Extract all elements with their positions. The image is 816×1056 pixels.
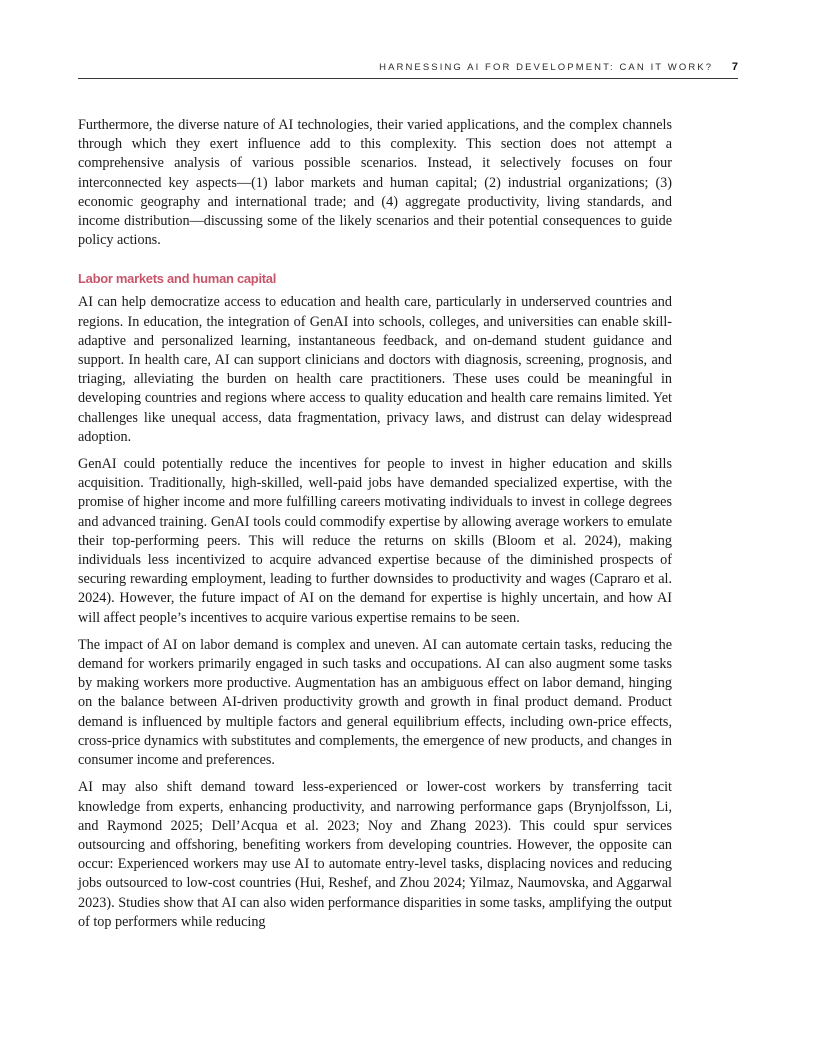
- body-paragraph-labor-demand: The impact of AI on labor demand is complex and uneven. AI can automate certain tasks, reducing the demand for workers primarily engaged in such tasks and occupations. AI can also augment some tasks by making workers more productive. Augmentation has an ambiguous effect on labor demand, hinging on the balance between AI-driven productivity growth and growth in final product demand. Product demand is influenced by multiple factors and general equilibrium effects, including own-price effects, cross-price dynamics with substitutes and complements, the emergence of new products, and changes in consumer income and preferences.: [78, 636, 672, 769]
- page-number: 7: [731, 61, 738, 73]
- section-heading: Labor markets and human capital: [78, 271, 277, 287]
- body-paragraph-education-health: AI can help democratize access to education and health care, particularly in underserved countries and regions. In education, the integration of GenAI into schools, colleges, and universities can enable skill-adaptive and personalized learning, instantaneous feedback, and on-demand student guidance and support. In health care, AI can support clinicians and doctors with diagnosis, screening, prognosis, and triaging, alleviating the burden on health care practitioners. These uses could be meaningful in developing countries and regions where access to quality education and health care remains limited. Yet challenges like unequal access, data fragmentation, privacy laws, and distrust can delay widespread adoption.: [78, 294, 672, 445]
- header-divider: [78, 78, 738, 79]
- body-paragraph-genai-skills: GenAI could potentially reduce the incentives for people to invest in higher education and skills acquisition. Traditionally, high-skilled, well-paid jobs have demanded specialized expertise, with the promise of higher income and more fulfilling careers motivating individuals to invest in college degrees and advanced training. GenAI tools could commodify expertise by allowing average workers to emulate their top-performing peers. This will reduce the returns on skills (Bloom et al. 2024), making individuals less incentivized to acquire advanced expertise because of the diminished prospects of securing rewarding employment, leading to further downsides to productivity and wages (Capraro et al. 2024). However, the future impact of AI on the demand for expertise is highly uncertain, and how AI will affect people’s incentives to acquire various expertise remains to be seen.: [78, 456, 672, 626]
- intro-paragraph: Furthermore, the diverse nature of AI technologies, their varied applications, and the complex channels through which they exert influence add to this complexity. This section does not attempt a comprehensive analysis of various possible scenarios. Instead, it selectively focuses on four interconnected key aspects—(1) labor markets and human capital; (2) industrial organizations; (3) economic geography and international trade; and (4) aggregate productivity, living standards, and income distribution—discussing some of the likely scenarios and their potential consequences to guide policy actions.: [78, 117, 672, 249]
- running-title: HARNESSING AI FOR DEVELOPMENT: CAN IT WORK?: [379, 62, 714, 73]
- running-header: [78, 61, 738, 75]
- page-body: [78, 116, 672, 940]
- body-paragraph-demand-shift: AI may also shift demand toward less-experienced or lower-cost workers by transferring tacit knowledge from experts, enhancing productivity, and narrowing performance gaps (Brynjolfsson, Li, and Raymond 2025; Dell’Acqua et al. 2023; Noy and Zhang 2023). This could spur services outsourcing and offshoring, benefiting workers from developing countries. However, the opposite can occur: Experienced workers may use AI to automate entry-level tasks, displacing novices and reducing jobs outsourced to low-cost countries (Hui, Reshef, and Zhou 2024; Yilmaz, Naumovska, and Aggarwal 2023). Studies show that AI can also widen performance disparities in some tasks, amplifying the output of top performers while reducing: [78, 779, 672, 930]
